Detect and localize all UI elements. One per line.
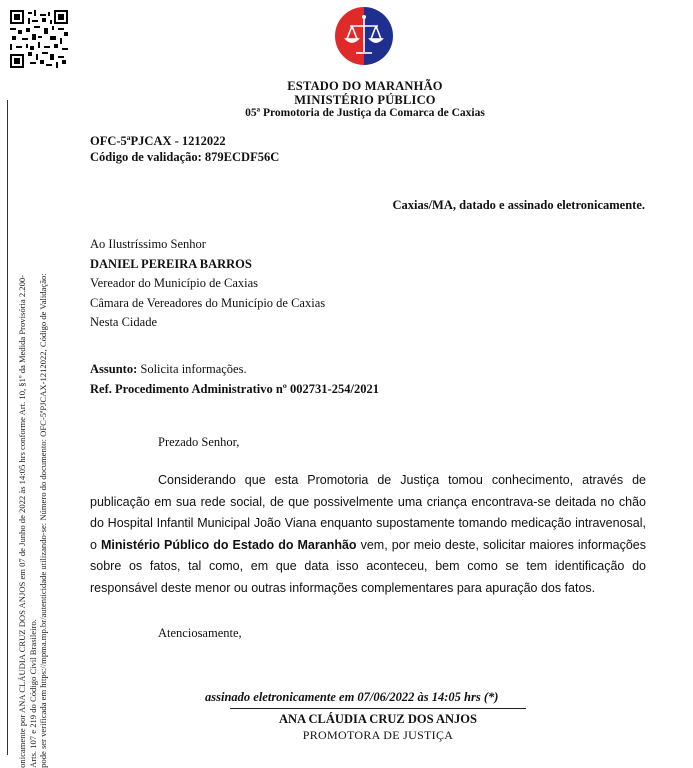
- validation-code: Código de validação: 879ECDF56C: [90, 150, 280, 164]
- header-office: 05ª Promotoria de Justiça da Comarca de Caxias: [245, 107, 485, 119]
- recipient-city: Nesta Cidade: [90, 315, 157, 329]
- authentication-text: [17, 118, 49, 768]
- qr-code: [10, 10, 68, 68]
- greeting: Prezado Senhor,: [158, 435, 240, 449]
- auth-line-2: Arts. 107 e 219 do Código Civil Brasileiro.: [27, 619, 38, 768]
- subject-label: Assunto:: [90, 362, 138, 376]
- recipient-block: [90, 235, 325, 333]
- place-date: Caxias/MA, datado e assinado eletronicamente.: [392, 198, 645, 212]
- subject-text: Solicita informações.: [137, 362, 247, 376]
- ministerio-publico-seal-icon: [334, 6, 394, 66]
- header-state: ESTADO DO MARANHÃO: [287, 79, 443, 93]
- auth-line-1: onicamente por ANA CLÁUDIA CRUZ DOS ANJOS em 07 de Junho de 2022 às 14:05 hrs conforme Art. 10, §1º da Medida Provisória 2.200-: [17, 274, 28, 768]
- auth-line-3: pode ser verificada em https://mpma.mp.br/autenticidade utilizando-se: Número do documento: OFC-5ªPJCAX-1212022, Código de Validação:: [38, 273, 49, 768]
- recipient-institution: Câmara de Vereadores do Município de Caxias: [90, 295, 326, 310]
- body-part-1: Considerando que esta Promotoria de Justiça tomou conhecimento, através de publicação em sua rede social, de que possivelmente uma criança encontrava-se deitada no chão do Hospital Infantil Municipal João Viana enquanto supostamente tomando medicação intravenosal, o: [90, 473, 646, 552]
- document-header: [200, 79, 530, 120]
- body-part-2: vem, por meio deste, solicitar maiores informações sobre os fatos, tal como, em que data isso aconteceu, bem como se tem identificação do responsável deste menor ou outras informações complementares para apuração dos fatos.: [90, 537, 646, 595]
- document-ref: OFC-5ªPJCAX - 1212022: [90, 134, 226, 148]
- subject-line: [90, 359, 379, 379]
- closing: Atenciosamente,: [158, 626, 242, 640]
- recipient-salutation: Ao Ilustríssimo Senhor: [90, 237, 206, 251]
- signatory-name: ANA CLÁUDIA CRUZ DOS ANJOS: [279, 712, 477, 726]
- recipient-role: Vereador do Município de Caxias: [90, 276, 259, 290]
- signatory-role: PROMOTORA DE JUSTIÇA: [302, 728, 454, 742]
- subject-block: [90, 359, 379, 399]
- recipient-name: DANIEL PEREIRA BARROS: [90, 256, 252, 271]
- document-identification: [90, 133, 279, 165]
- electronic-signature-note: assinado eletronicamente em 07/06/2022 às 14:05 hrs (*): [205, 690, 499, 704]
- header-ministry: MINISTÉRIO PÚBLICO: [294, 93, 436, 107]
- authentication-sidebar: [7, 100, 58, 768]
- body-paragraph: [90, 470, 646, 599]
- signature-line: [230, 708, 526, 709]
- body-bold-entity: Ministério Público do Estado do Maranhão: [100, 537, 357, 552]
- procedure-reference: Ref. Procedimento Administrativo nº 002731-254/2021: [90, 382, 379, 396]
